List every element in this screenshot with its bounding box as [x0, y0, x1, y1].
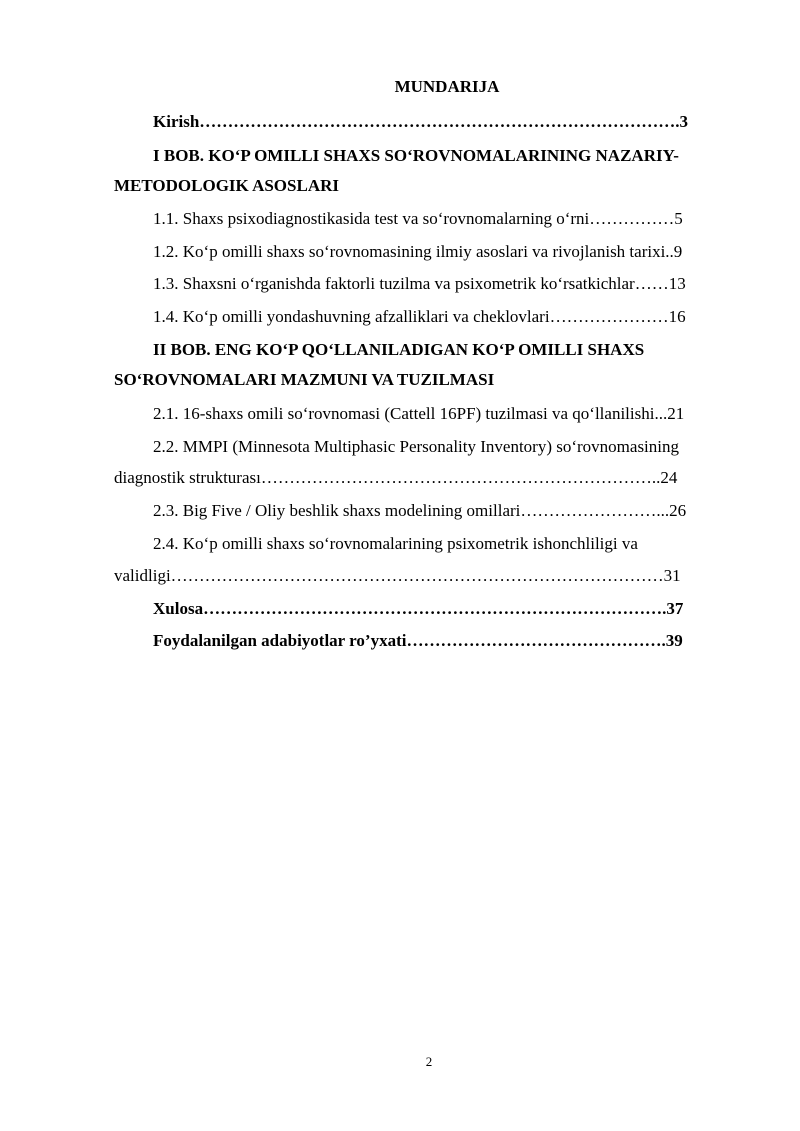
toc-entry-2-2[interactable]: 2.2. MMPI (Minnesota Multiphasic Personality Inventory) so‘rovnomasining	[153, 437, 680, 456]
toc-entry-1-3[interactable]: 1.3. Shaxsni o‘rganishda faktorli tuzilma va psixometrik ko‘rsatkichlar……13	[153, 274, 686, 293]
toc-chapter-2-title[interactable]: II BOB. ENG KO‘P QO‘LLANILADIGAN KO‘P OMILLI SHAXS	[153, 340, 645, 359]
toc-entry-1-1[interactable]: 1.1. Shaxs psixodiagnostikasida test va so‘rovnomalarning o‘rni……………5	[153, 209, 683, 228]
toc-chapter-2-title-continued[interactable]: SO‘ROVNOMALARI MAZMUNI VA TUZILMASI	[114, 370, 495, 389]
toc-entry-kirish[interactable]: Kirish………………………………………………………………………….3	[153, 112, 689, 131]
toc-chapter-1-title[interactable]: I BOB. KO‘P OMILLI SHAXS SO‘ROVNOMALARINING NAZARIY-	[153, 146, 679, 165]
toc-entry-xulosa[interactable]: Xulosa……………………………………………………………………….37	[153, 599, 684, 618]
toc-entry-1-4[interactable]: 1.4. Ko‘p omilli yondashuvning afzalliklari va cheklovlari…………………16	[153, 307, 686, 326]
toc-entry-2-3[interactable]: 2.3. Big Five / Oliy beshlik shaxs modelining omillari……………………...26	[153, 501, 687, 520]
toc-entry-2-2-continued[interactable]: diagnostik strukturası……………………………………………………………..24	[114, 468, 678, 487]
page-number: 2	[425, 1054, 433, 1069]
toc-entry-2-4[interactable]: 2.4. Ko‘p omilli shaxs so‘rovnomalarining psixometrik ishonchliligi va	[153, 534, 638, 553]
toc-title: MUNDARIJA	[394, 77, 500, 96]
toc-entry-2-4-continued[interactable]: validligi……………………………………………………………………………31	[114, 566, 681, 585]
toc-entry-2-1[interactable]: 2.1. 16-shaxs omili so‘rovnomasi (Cattell 16PF) tuzilmasi va qo‘llanilishi...21	[153, 404, 685, 423]
toc-entry-1-2[interactable]: 1.2. Ko‘p omilli shaxs so‘rovnomasining ilmiy asoslari va rivojlanish tarixi..9	[153, 242, 683, 261]
toc-chapter-1-title-continued[interactable]: METODOLOGIK ASOSLARI	[114, 176, 339, 195]
toc-entry-adabiyotlar[interactable]: Foydalanilgan adabiyotlar ro’yxati……………………………………….39	[153, 631, 683, 650]
